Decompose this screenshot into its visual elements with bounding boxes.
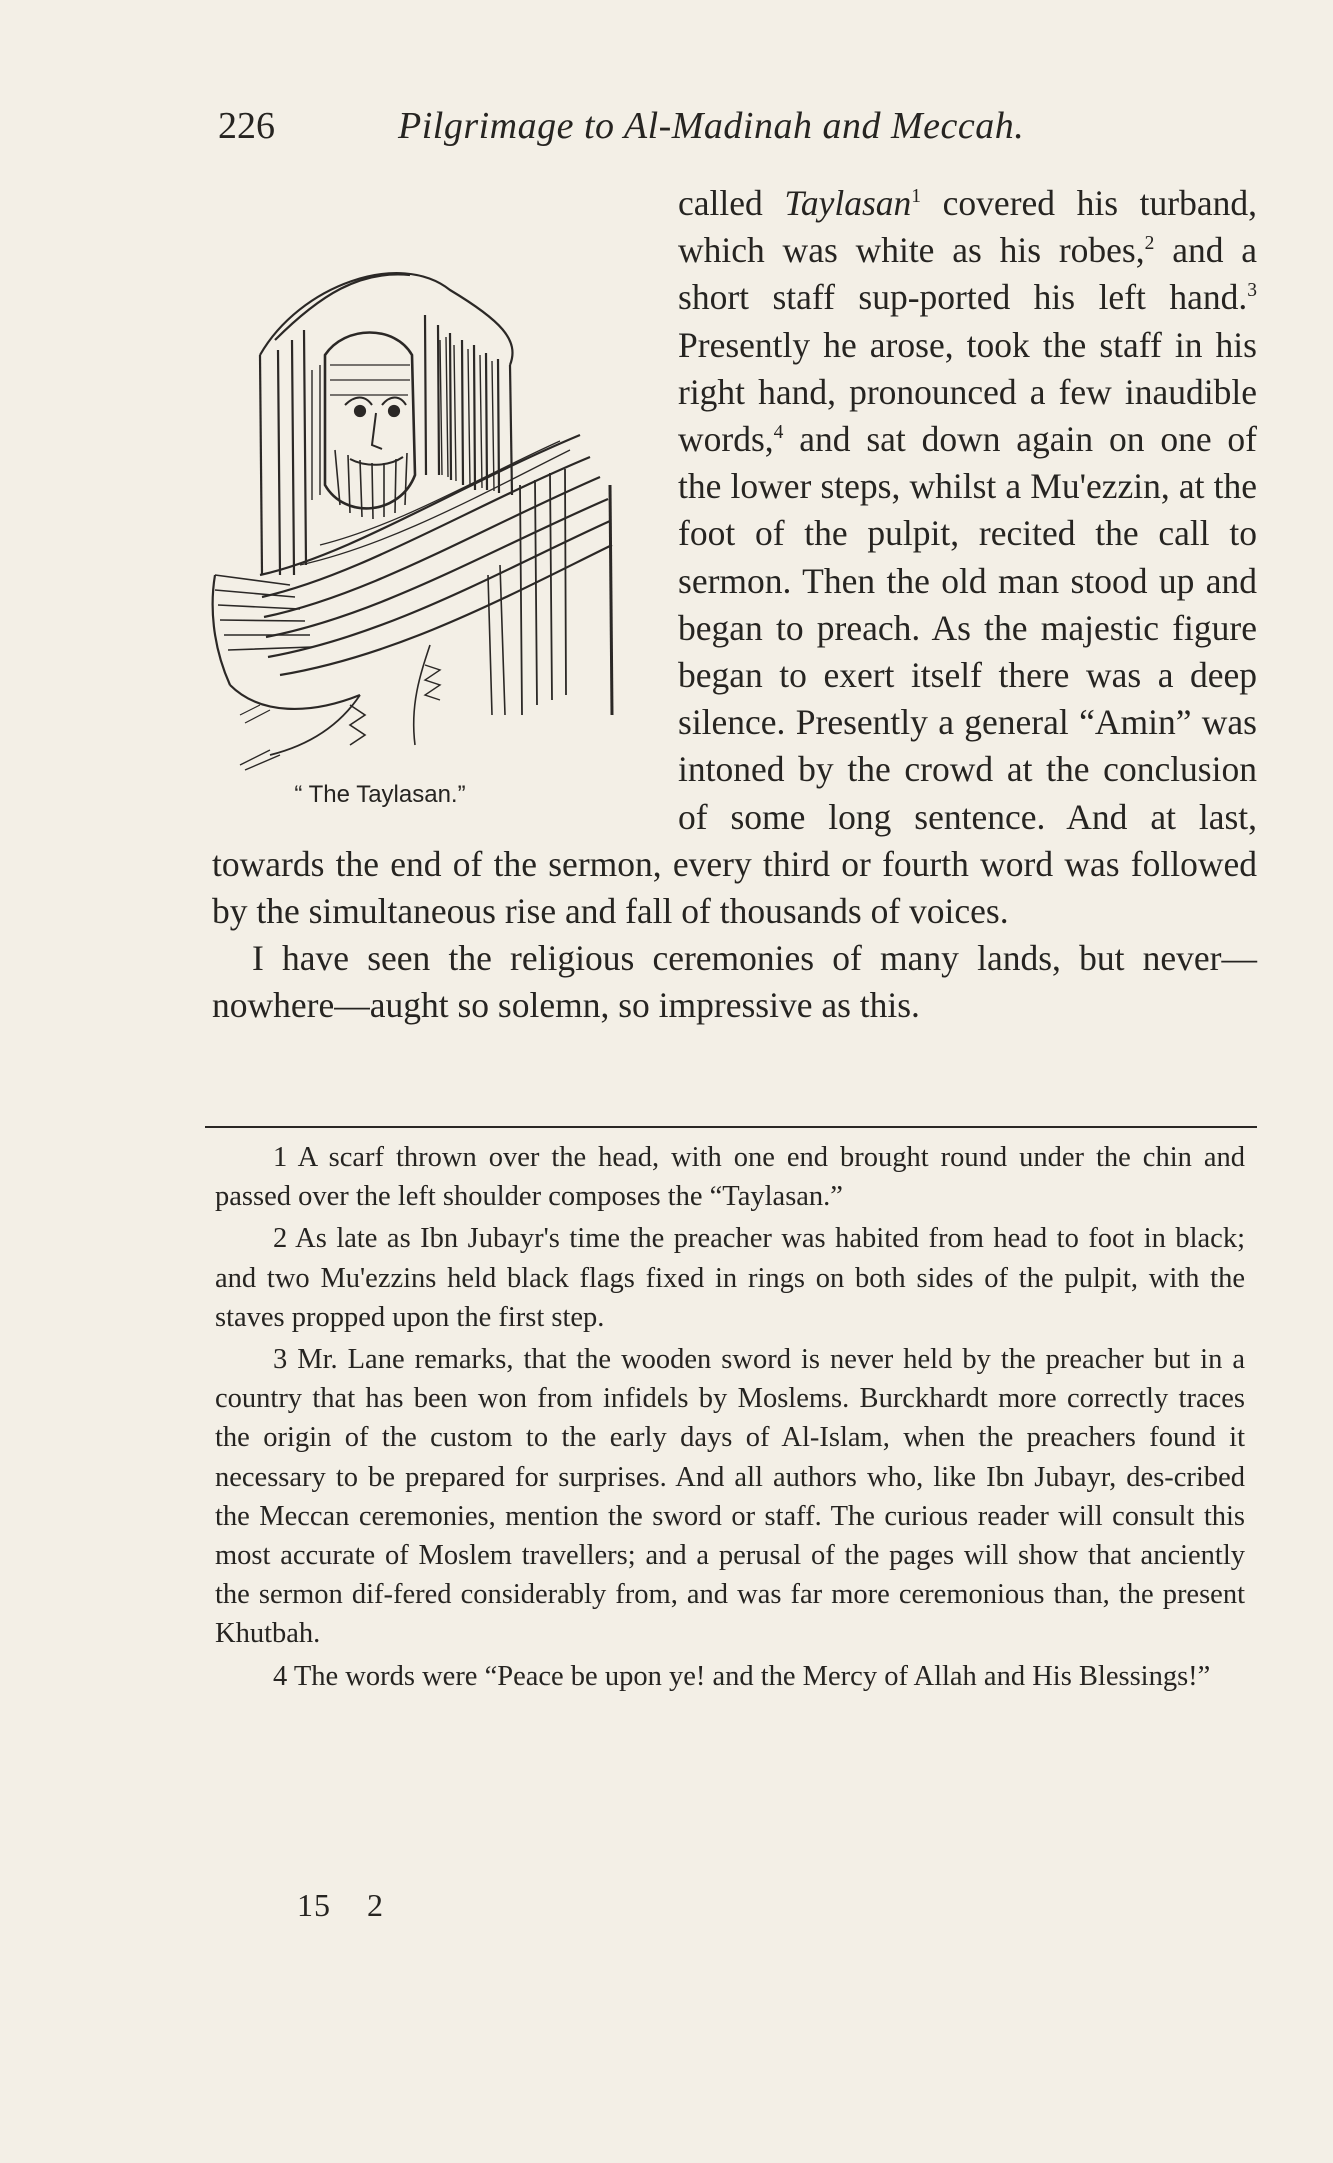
- figure-caption: “ The Taylasan.”: [294, 781, 466, 808]
- footnote-2: 2 As late as Ibn Jubayr's time the preacher was habited from head to foot in black; and two Mu'ezzins held black flags fixed in rings on both sides of the pulpit, with the staves propped upon the first step.: [215, 1223, 1245, 1333]
- text-segment: and sat down again on one of the lower steps, whilst a Mu'ezzin, at the foot of the pulpit, recited the call to sermon. Then the old man stood up and began to preach. As the majestic figure began to exert itself there was a deep silence. Presently a general “Amin” was intoned by the crowd at the conclusion of some long sentence. And at last, towards the end of the sermon, every third or fourth word was followed by the simultaneous rise and fall of thousands of voices.: [212, 419, 1257, 932]
- text-segment: and a short staff sup-ported his left hand.: [678, 230, 1258, 318]
- footnote-ref-4: 4: [773, 422, 784, 444]
- main-paragraph-2: I have seen the religious ceremonies of many lands, but never—nowhere—aught so solemn, so impressive as this.: [212, 938, 1257, 1026]
- taylasan-figure: [200, 180, 670, 831]
- main-text: [212, 180, 1257, 1030]
- taylasan-engraving: [200, 245, 660, 805]
- footnotes: [215, 1138, 1245, 1699]
- footnote-4: 4 The words were “Peace be upon ye! and the Mercy of Allah and His Blessings!”: [273, 1660, 1211, 1692]
- text-segment: covered his turband, which was white as his robes,: [678, 183, 1258, 271]
- running-title: Pilgrimage to Al-Madinah and Meccah.: [398, 105, 1025, 147]
- footnote-divider: [205, 1126, 1257, 1128]
- page-number: 226: [218, 105, 275, 147]
- footnote-ref-1: 1: [911, 186, 922, 208]
- text-segment: called: [678, 183, 785, 223]
- text-segment: Presently he arose, took the staff in his right hand, pronounced a few inaudible words,: [678, 324, 1257, 460]
- footnote-ref-3: 3: [1247, 280, 1257, 302]
- footnote-1: 1 A scarf thrown over the head, with one end brought round under the chin and passed over the left shoulder composes the “Taylasan.”: [215, 1142, 1245, 1213]
- signature-mark: 15 2: [297, 1887, 384, 1923]
- italic-term: Taylasan: [784, 183, 912, 223]
- footnote-ref-2: 2: [1144, 233, 1155, 255]
- footnote-3: 3 Mr. Lane remarks, that the wooden sword is never held by the preacher but in a country that has been won from infidels by Moslems. Burckhardt more correctly traces the origin of the custom to the early days of Al-Islam, when the preachers found it necessary to be prepared for surprises. And all authors who, like Ibn Jubayr, des-cribed the Meccan ceremonies, mention the sword or staff. The curious reader will consult this most accurate of Moslem travellers; and a perusal of the pages will show that anciently the sermon dif-fered considerably from, and was far more ceremonious than, the present Khutbah.: [215, 1344, 1245, 1650]
- running-head: [218, 101, 1258, 151]
